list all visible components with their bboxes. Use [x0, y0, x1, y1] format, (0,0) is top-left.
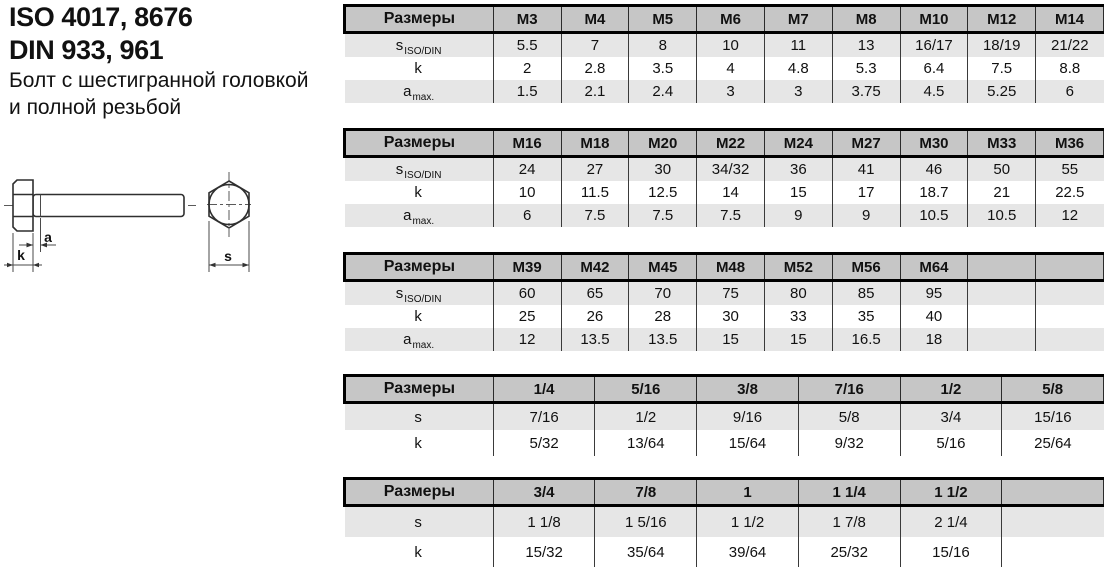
dim-label-k: k [17, 247, 25, 263]
header-size-col: 1 1/2 [900, 479, 1002, 506]
value-cell: 17 [832, 181, 900, 204]
dimensions-table-5 [343, 477, 1104, 567]
value-cell: 8.8 [1036, 57, 1104, 80]
value-cell: 39/64 [697, 537, 799, 567]
value-cell: 2 1/4 [900, 506, 1002, 538]
value-cell: 65 [561, 281, 629, 306]
value-cell: 10.5 [900, 204, 968, 227]
value-cell: 2 [493, 57, 561, 80]
value-cell: 4 [697, 57, 765, 80]
table-header-row [345, 130, 1104, 157]
header-size-col: M64 [900, 254, 968, 281]
value-cell [1002, 537, 1104, 567]
bolt-head-top-view [207, 172, 251, 237]
dimension-row-s [345, 403, 1104, 431]
value-cell: 70 [629, 281, 697, 306]
header-size-col: 1/4 [493, 376, 595, 403]
value-cell: 5.25 [968, 80, 1036, 103]
row-label-symbol: s [395, 37, 404, 54]
value-cell: 26 [561, 305, 629, 328]
header-size-col: M3 [493, 6, 561, 33]
value-cell: 9 [764, 204, 832, 227]
header-size-col: M52 [764, 254, 832, 281]
row-label [345, 328, 494, 351]
value-cell: 35 [832, 305, 900, 328]
value-cell: 85 [832, 281, 900, 306]
product-description-line2: и полной резьбой [9, 96, 182, 120]
value-cell: 1 1/8 [493, 506, 595, 538]
row-label-symbol: s [395, 161, 404, 178]
value-cell: 30 [697, 305, 765, 328]
dim-label-s: s [224, 248, 232, 264]
value-cell: 4.8 [764, 57, 832, 80]
dimension-row-k [345, 430, 1104, 456]
header-size-col: M27 [832, 130, 900, 157]
left-panel [0, 0, 343, 566]
value-cell: 16/17 [900, 33, 968, 58]
row-label-symbol: a [403, 83, 412, 100]
value-cell: 12 [1036, 204, 1104, 227]
value-cell: 6 [1036, 80, 1104, 103]
row-label [345, 430, 494, 456]
dim-label-a: a [44, 229, 52, 245]
tables-region [343, 0, 1104, 567]
table-header-row [345, 254, 1104, 281]
value-cell: 2.4 [629, 80, 697, 103]
value-cell: 15/16 [1002, 403, 1104, 431]
value-cell [1036, 328, 1104, 351]
value-cell: 15/64 [697, 430, 799, 456]
header-size-col: M14 [1036, 6, 1104, 33]
header-size-col: M10 [900, 6, 968, 33]
value-cell: 25 [493, 305, 561, 328]
row-label-subscript: ISO/DIN [404, 46, 442, 57]
row-label-symbol: k [414, 184, 422, 201]
value-cell: 25/32 [798, 537, 900, 567]
header-size-col: 5/8 [1002, 376, 1104, 403]
value-cell: 2.1 [561, 80, 629, 103]
value-cell: 75 [697, 281, 765, 306]
value-cell: 10.5 [968, 204, 1036, 227]
value-cell: 41 [832, 157, 900, 182]
dimension-row-s [345, 506, 1104, 538]
dimensions-table-1 [343, 4, 1104, 103]
row-label-symbol: s [414, 408, 422, 426]
value-cell: 22.5 [1036, 181, 1104, 204]
value-cell: 34/32 [697, 157, 765, 182]
value-cell: 14 [697, 181, 765, 204]
value-cell: 13.5 [629, 328, 697, 351]
header-size-col: M8 [832, 6, 900, 33]
header-size-col: 1/2 [900, 376, 1002, 403]
value-cell: 9/32 [798, 430, 900, 456]
row-label-symbol: k [414, 60, 422, 77]
value-cell [1036, 281, 1104, 306]
header-size-col: M7 [764, 6, 832, 33]
row-label [345, 537, 494, 567]
row-label [345, 506, 494, 538]
value-cell [968, 328, 1036, 351]
value-cell [1036, 305, 1104, 328]
header-sizes-label: Размеры [345, 6, 494, 33]
header-size-col: M39 [493, 254, 561, 281]
dimension-row-k [345, 305, 1104, 328]
value-cell: 6.4 [900, 57, 968, 80]
header-size-col: M56 [832, 254, 900, 281]
bolt-technical-drawing [0, 148, 343, 348]
value-cell: 15 [764, 181, 832, 204]
row-label [345, 57, 494, 80]
header-size-col: M42 [561, 254, 629, 281]
standard-title-din: DIN 933, 961 [9, 34, 164, 65]
header-size-col: M12 [968, 6, 1036, 33]
value-cell: 9 [832, 204, 900, 227]
row-label-subscript: ISO/DIN [404, 294, 442, 305]
value-cell: 24 [493, 157, 561, 182]
value-cell: 1 7/8 [798, 506, 900, 538]
value-cell: 7.5 [629, 204, 697, 227]
value-cell: 12.5 [629, 181, 697, 204]
header-size-col: 7/16 [798, 376, 900, 403]
header-size-col: 5/16 [595, 376, 697, 403]
row-label [345, 305, 494, 328]
dimensions-table-4 [343, 374, 1104, 456]
value-cell: 30 [629, 157, 697, 182]
value-cell: 11.5 [561, 181, 629, 204]
dimension-row-a [345, 204, 1104, 227]
arrowhead [7, 263, 13, 268]
value-cell: 9/16 [697, 403, 799, 431]
value-cell: 5/8 [798, 403, 900, 431]
dimension-row-s [345, 281, 1104, 306]
value-cell: 1.5 [493, 80, 561, 103]
header-size-col: M18 [561, 130, 629, 157]
header-size-col: M24 [764, 130, 832, 157]
header-size-col: M5 [629, 6, 697, 33]
header-size-col: M22 [697, 130, 765, 157]
product-description-line1: Болт с шестигранной головкой [9, 68, 309, 92]
header-size-col: M20 [629, 130, 697, 157]
value-cell: 46 [900, 157, 968, 182]
value-cell: 3.75 [832, 80, 900, 103]
row-label-symbol: s [414, 513, 422, 531]
value-cell: 13/64 [595, 430, 697, 456]
value-cell: 3 [764, 80, 832, 103]
value-cell: 7.5 [968, 57, 1036, 80]
arrowhead [33, 263, 39, 268]
arrowhead [243, 263, 250, 268]
header-size-col: M30 [900, 130, 968, 157]
value-cell: 18 [900, 328, 968, 351]
value-cell: 40 [900, 305, 968, 328]
header-size-col [1002, 479, 1104, 506]
value-cell: 18/19 [968, 33, 1036, 58]
value-cell: 5/16 [900, 430, 1002, 456]
header-sizes-label: Размеры [345, 130, 494, 157]
header-sizes-label: Размеры [345, 254, 494, 281]
header-size-col: M45 [629, 254, 697, 281]
row-label-symbol: k [414, 543, 422, 561]
row-label-subscript: ISO/DIN [404, 170, 442, 181]
row-label-symbol: a [403, 331, 412, 348]
value-cell: 33 [764, 305, 832, 328]
value-cell: 15 [697, 328, 765, 351]
arrowhead [27, 243, 34, 248]
row-label-symbol: s [395, 285, 404, 302]
value-cell: 2.8 [561, 57, 629, 80]
value-cell [968, 281, 1036, 306]
header-size-col: 1 [697, 479, 799, 506]
dimension-k [4, 233, 42, 272]
row-label [345, 157, 494, 182]
dimension-row-k [345, 537, 1104, 567]
row-label [345, 204, 494, 227]
value-cell: 13 [832, 33, 900, 58]
value-cell: 12 [493, 328, 561, 351]
value-cell: 60 [493, 281, 561, 306]
row-label [345, 80, 494, 103]
row-label-subscript: max. [412, 216, 435, 227]
dimension-row-a [345, 328, 1104, 351]
value-cell: 1 1/2 [697, 506, 799, 538]
value-cell: 3.5 [629, 57, 697, 80]
value-cell: 18.7 [900, 181, 968, 204]
value-cell: 5.5 [493, 33, 561, 58]
value-cell: 95 [900, 281, 968, 306]
value-cell: 7.5 [697, 204, 765, 227]
header-size-col [1036, 254, 1104, 281]
value-cell: 15/32 [493, 537, 595, 567]
dimensions-table-2 [343, 128, 1104, 227]
dimension-row-s [345, 157, 1104, 182]
bolt-side-view [4, 180, 196, 231]
header-size-col: M33 [968, 130, 1036, 157]
header-size-col: 3/4 [493, 479, 595, 506]
value-cell: 1 5/16 [595, 506, 697, 538]
table-header-row [345, 6, 1104, 33]
dimension-row-k [345, 181, 1104, 204]
value-cell: 1/2 [595, 403, 697, 431]
bolt-head-side [13, 180, 33, 231]
value-cell: 5.3 [832, 57, 900, 80]
table-header-row [345, 479, 1104, 506]
value-cell: 7 [561, 33, 629, 58]
row-label-subscript: max. [412, 340, 435, 351]
table-header-row [345, 376, 1104, 403]
value-cell: 80 [764, 281, 832, 306]
header-sizes-label: Размеры [345, 479, 494, 506]
value-cell: 7/16 [493, 403, 595, 431]
row-label [345, 281, 494, 306]
header-size-col: M6 [697, 6, 765, 33]
value-cell: 36 [764, 157, 832, 182]
header-sizes-label: Размеры [345, 376, 494, 403]
value-cell: 3/4 [900, 403, 1002, 431]
value-cell: 50 [968, 157, 1036, 182]
row-label [345, 181, 494, 204]
value-cell: 3 [697, 80, 765, 103]
dimension-row-k [345, 57, 1104, 80]
title-block [9, 1, 339, 121]
header-size-col [968, 254, 1036, 281]
row-label-symbol: k [414, 434, 422, 452]
value-cell: 7.5 [561, 204, 629, 227]
value-cell: 27 [561, 157, 629, 182]
header-size-col: M16 [493, 130, 561, 157]
header-size-col: M36 [1036, 130, 1104, 157]
row-label-symbol: k [414, 308, 422, 325]
value-cell: 11 [764, 33, 832, 58]
value-cell: 15 [764, 328, 832, 351]
value-cell: 35/64 [595, 537, 697, 567]
value-cell: 25/64 [1002, 430, 1104, 456]
value-cell: 28 [629, 305, 697, 328]
bolt-shaft [33, 195, 184, 217]
value-cell: 15/16 [900, 537, 1002, 567]
row-label-subscript: max. [412, 92, 435, 103]
value-cell: 10 [493, 181, 561, 204]
row-label-symbol: a [403, 207, 412, 224]
value-cell: 13.5 [561, 328, 629, 351]
value-cell [1002, 506, 1104, 538]
arrowhead [209, 263, 216, 268]
dimension-row-a [345, 80, 1104, 103]
value-cell: 21 [968, 181, 1036, 204]
value-cell: 21/22 [1036, 33, 1104, 58]
value-cell: 5/32 [493, 430, 595, 456]
value-cell: 10 [697, 33, 765, 58]
row-label [345, 403, 494, 431]
value-cell: 6 [493, 204, 561, 227]
header-size-col: M48 [697, 254, 765, 281]
dimension-row-s [345, 33, 1104, 58]
value-cell: 4.5 [900, 80, 968, 103]
row-label [345, 33, 494, 58]
value-cell [968, 305, 1036, 328]
header-size-col: 7/8 [595, 479, 697, 506]
standard-title-iso: ISO 4017, 8676 [9, 2, 193, 32]
dimensions-table-3 [343, 252, 1104, 351]
header-size-col: 1 1/4 [798, 479, 900, 506]
header-size-col: 3/8 [697, 376, 799, 403]
value-cell: 16.5 [832, 328, 900, 351]
header-size-col: M4 [561, 6, 629, 33]
value-cell: 55 [1036, 157, 1104, 182]
value-cell: 8 [629, 33, 697, 58]
